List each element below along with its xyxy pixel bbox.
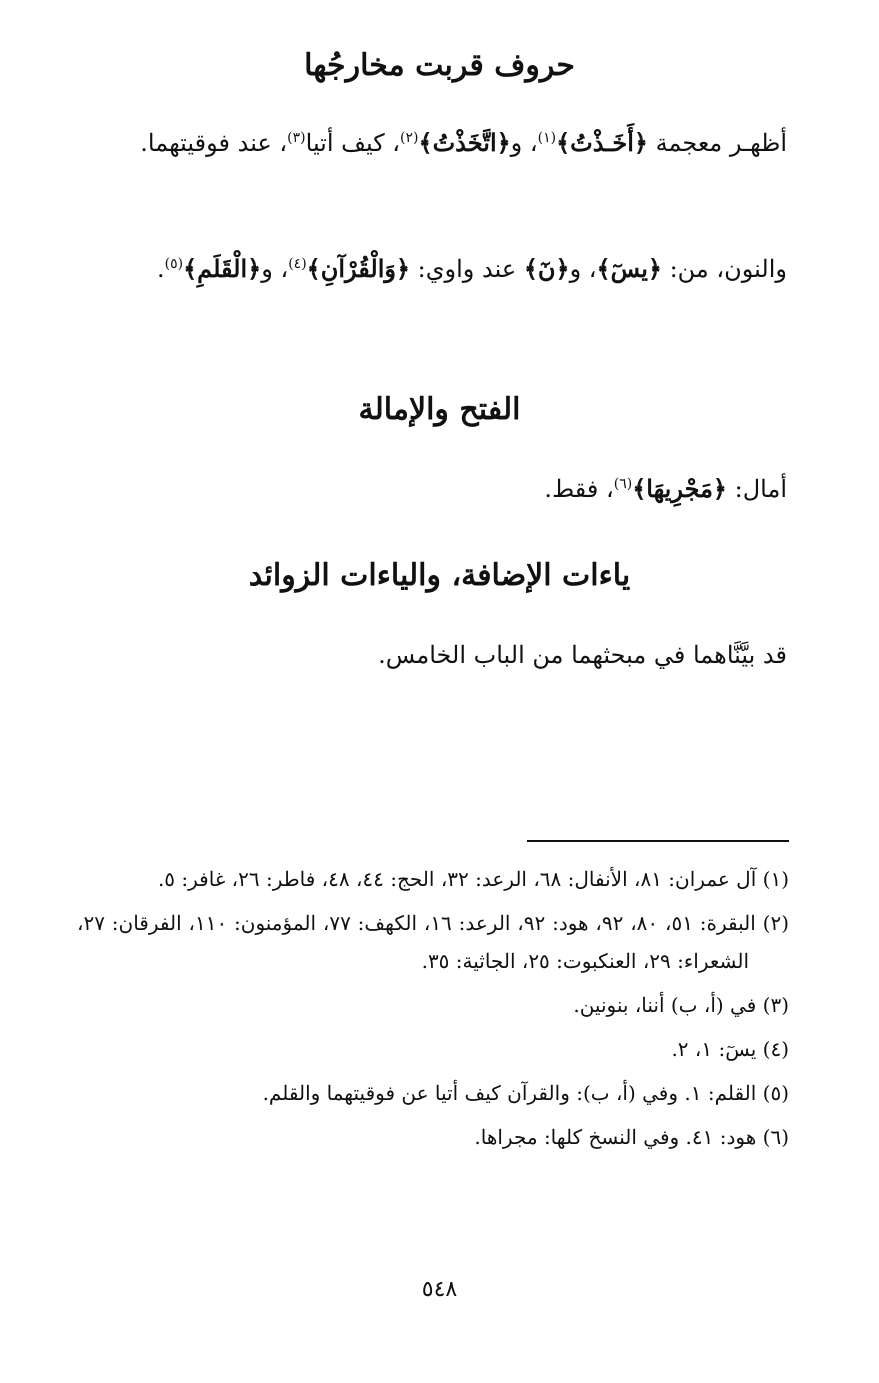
quran-word: ﴿اتَّخَذْتُ﴾ bbox=[418, 128, 511, 157]
footnote-ref[interactable]: (٣) bbox=[287, 130, 306, 146]
footnote: (٤) يسٓ: ١، ٢. bbox=[671, 1037, 789, 1061]
footnote: (٦) هود: ٤١. وفي النسخ كلها: مجراها. bbox=[474, 1125, 789, 1149]
quran-word: ﴿نٓ﴾ bbox=[523, 254, 570, 283]
body-paragraph bbox=[81, 628, 787, 682]
footnote-ref[interactable]: (٦) bbox=[613, 476, 633, 492]
quran-word: ﴿يسٓ﴾ bbox=[596, 254, 662, 283]
footnote: (٢) البقرة: ٥١، ٨٠، ٩٢، هود: ٩٢، الرعد: ١٦، الكهف: ٧٧، المؤمنون: ١١٠، الفرقان: ٢٧، الشعراء: ٢٩، العنكبوت: ٢٥، الجاثية: ٣٥. bbox=[77, 911, 790, 973]
section-heading: ياءات الإضافة، والياءات الزوائد bbox=[248, 558, 631, 593]
quran-word: ﴿أَخَـذْتُ﴾ bbox=[556, 128, 648, 157]
footnote: (٥) القلم: ١. وفي (أ، ب): والقرآن كيف أتيا عن فوقيتهما والقلم. bbox=[262, 1081, 789, 1105]
quran-word: ﴿مَجْرِيهَا﴾ bbox=[632, 474, 727, 503]
quran-word: ﴿وَالْقُرْآنِ﴾ bbox=[306, 254, 411, 283]
page-number: ٥٤٨ bbox=[421, 1277, 458, 1302]
footnote-ref[interactable]: (٥) bbox=[164, 256, 184, 272]
body-paragraph bbox=[81, 242, 787, 296]
section-heading: حروف قربت مخارجُها bbox=[304, 48, 575, 83]
text-run: . bbox=[156, 255, 165, 283]
text-run: والنون، من: bbox=[661, 255, 787, 283]
footnote-ref[interactable]: (٤) bbox=[288, 256, 307, 272]
text-run: ، و bbox=[569, 255, 597, 283]
section-heading: الفتح والإمالة bbox=[358, 392, 521, 427]
text-run: أظهـر معجمة bbox=[647, 129, 787, 157]
text-run: عند واوي: bbox=[410, 255, 524, 283]
footnote: (٣) في (أ، ب) أننا، بنونين. bbox=[573, 993, 789, 1017]
text-run: أمال: bbox=[727, 475, 787, 503]
text-run: ، و bbox=[261, 255, 289, 283]
footnote-ref[interactable]: (١) bbox=[537, 130, 557, 146]
footnote-ref[interactable]: (٢) bbox=[400, 130, 419, 146]
footnotes-list bbox=[77, 860, 789, 1162]
footnote: (١) آل عمران: ٨١، الأنفال: ٦٨، الرعد: ٣٢، الحج: ٤٤، ٤٨، فاطر: ٢٦، غافر: ٥. bbox=[157, 867, 789, 891]
footnote-separator bbox=[527, 840, 789, 842]
text-run: ، عند فوقيتهما. bbox=[140, 129, 288, 157]
text-run: ، فقط. bbox=[544, 475, 614, 503]
text-run: ، كيف أتيا bbox=[305, 129, 401, 157]
text-run: ، و bbox=[510, 129, 538, 157]
body-paragraph bbox=[81, 116, 787, 170]
text-run: قد بيَّنَّاهما في مبحثهما من الباب الخامس. bbox=[378, 641, 787, 669]
quran-word: ﴿الْقَلَمِ﴾ bbox=[183, 254, 262, 283]
body-paragraph bbox=[81, 462, 787, 516]
